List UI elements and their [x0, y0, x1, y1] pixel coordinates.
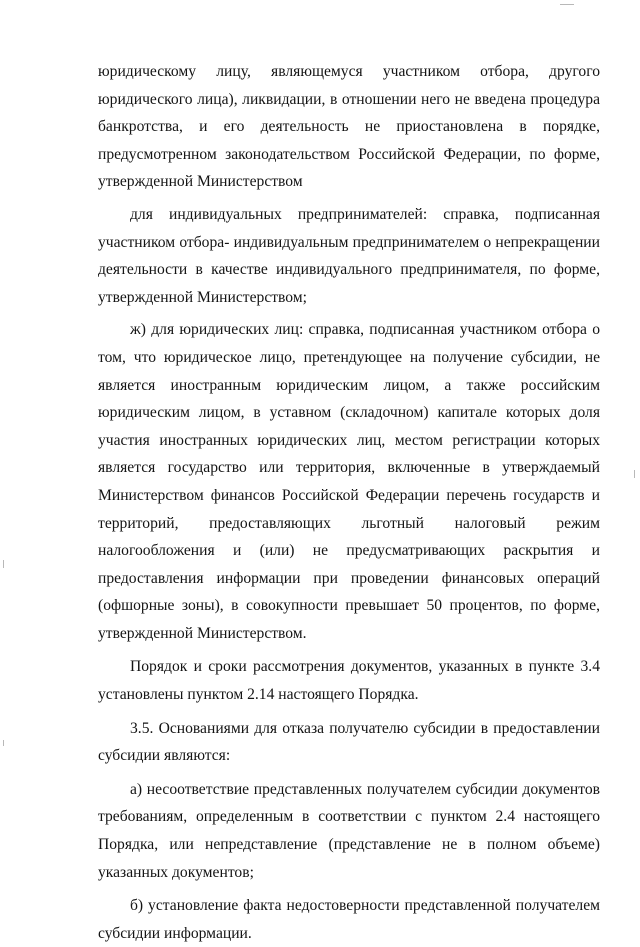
paragraph-item-b-unreliable-info: б) установление факта недостоверности представленной получателем субсидии информации. — [98, 897, 600, 942]
scan-artifact-left-edge-lower — [3, 740, 4, 746]
scan-artifact-right-edge — [634, 470, 635, 478]
paragraph-review-procedure: Порядок и сроки рассмотрения документов, указанных в пункте 3.4 установлены пунктом 2.14 настоящего Порядка. — [98, 658, 600, 704]
scan-artifact-top-right — [560, 4, 574, 5]
paragraph-bankruptcy-status: юридическому лицу, являющемуся участником отбора, другого юридического лица), ликвидации, в отношении него не введена процедура банкротства, и его деятельность не приостановлена в порядке, предусмотренном законодательством Российской Федерации, по форме, утвержденной Министерством — [98, 63, 600, 191]
paragraph-item-zh-legal-entities: ж) для юридических лиц: справка, подписанная участником отбора о том, что юридическое лицо, претендующее на получение субсидии, не является иностранным юридическим лицом, а также российским юридическим лицом, в уставном (складочном) капитале которых доля участия иностранных юридических лиц, местом регистрации которых является государство или территория, включенные в утверждаемый Министерством финансов Российской Федерации перечень государств и территорий, предоставляющих льготный налоговый режим налогообложения и (или) не предусматривающих раскрытия и предоставления информации при проведении финансовых операций (офшорные зоны), в совокупности превышает 50 процентов, по форме, утвержденной Министерством. — [98, 321, 600, 642]
scan-artifact-left-edge — [3, 560, 4, 568]
paragraph-individual-entrepreneurs: для индивидуальных предпринимателей: справка, подписанная участником отбора- индивидуальным предпринимателем о непрекращении деятельности в качестве индивидуального предпринимателя, по форме, утвержденной Министерством; — [98, 205, 600, 306]
document-body — [98, 58, 600, 947]
paragraph-item-a-nonconformity: а) несоответствие представленных получателем субсидии документов требованиям, определенным в соответствии с пунктом 2.4 настоящего Порядка, или непредставление (представление не в полном объеме) указанных документов; — [98, 780, 600, 881]
paragraph-3-5-refusal-grounds: 3.5. Основаниями для отказа получателю субсидии в предоставлении субсидии являются: — [98, 719, 600, 765]
